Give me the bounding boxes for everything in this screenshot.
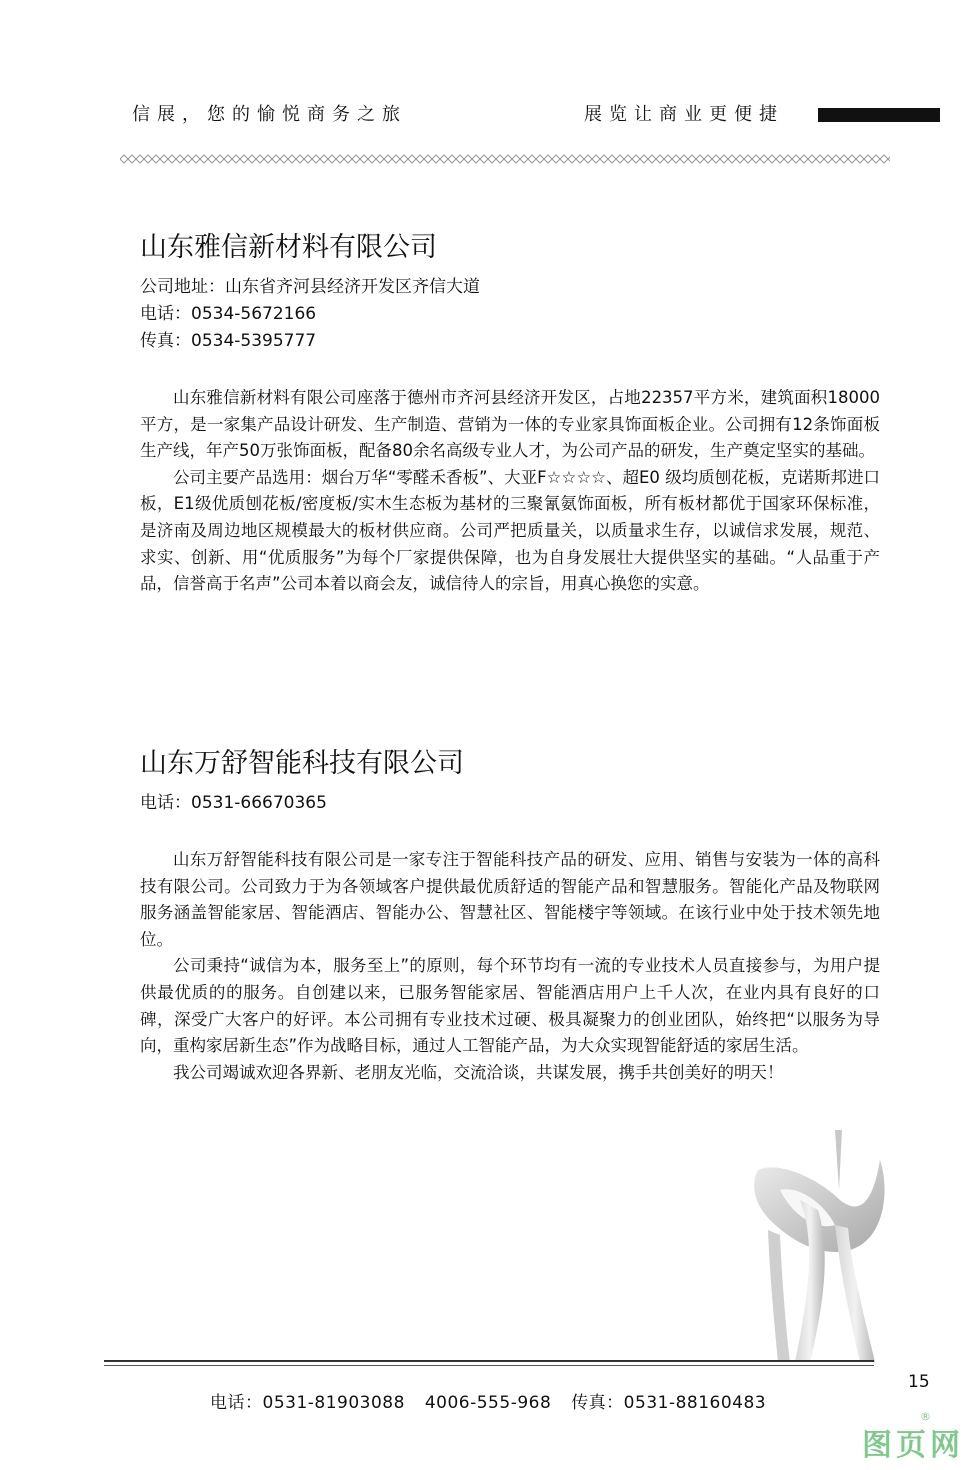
- company-title: 山东雅信新材料有限公司: [140, 232, 437, 263]
- header-left-slogan: 信展，您的愉悦商务之旅: [132, 104, 407, 125]
- footer-phone: 电话：0531-81903088: [210, 1393, 405, 1413]
- footer-fax: 传真：0531-88160483: [571, 1393, 767, 1413]
- description-paragraph: 公司主要产品选用：烟台万华“零醛禾香板”、大亚F☆☆☆☆、超E0 级均质刨花板，克诺斯邦进口板，E1级优质刨花板/密度板/实木生态板为基材的三聚氰氨饰面板，所有板材都优于国家环保标准，是济南及周边地区规模最大的板材供应商。公司严把质量关，以质量求生存，以诚信求发展，规范、求实、创新、用“优质服务”为每个厂家提供保障，也为自身发展壮大提供坚实的基础。“人品重于产品，信誉高于名声”公司本着以商会友，诚信待人的宗旨，用真心换您的实意。: [140, 467, 880, 594]
- footer-hotline: 4006-555-968: [424, 1393, 552, 1413]
- company-description: [140, 385, 880, 598]
- company-title: 山东万舒智能科技有限公司: [140, 748, 464, 779]
- description-paragraph: 我公司竭诚欢迎各界新、老朋友光临，交流洽谈，共谋发展，携手共创美好的明天！: [173, 1062, 784, 1082]
- description-paragraph: 山东雅信新材料有限公司座落于德州市齐河县经济开发区，占地22357平方米，建筑面积18000平方，是一家集产品设计研发、生产制造、营销为一体的专业家具饰面板企业。公司拥有12条饰面板生产线，年产50万张饰面板，配备80余名高级专业人才，为公司产品的研发，生产奠定坚实的基础。: [140, 388, 880, 461]
- description-paragraph: 山东万舒智能科技有限公司是一家专注于智能科技产品的研发、应用、销售与安装为一体的高科技有限公司。公司致力于为各领域客户提供最优质舒适的智能产品和智慧服务。智能化产品及物联网服务涵盖智能家居、智能酒店、智能办公、智慧社区、智能楼宇等领域。在该行业中处于技术领先地位。: [140, 850, 880, 949]
- decorative-wave-divider: [120, 153, 890, 165]
- sculpture-illustration-icon: [740, 1130, 900, 1362]
- company-section-wanshu: [140, 744, 880, 1086]
- watermark-registered-mark: ®: [920, 1410, 931, 1423]
- company-section-yaxin: [140, 228, 880, 598]
- footer-rule: [104, 1360, 874, 1362]
- header-black-bar: [818, 108, 940, 122]
- description-paragraph: 公司秉持“诚信为本，服务至上”的原则，每个环节均有一流的专业技术人员直接参与，为用户提供最优质的的服务。自创建以来，已服务智能家居、智能酒店用户上千人次，在业内具有良好的口碑，深受广大客户的好评。本公司拥有专业技术过硬、极具凝聚力的创业团队，始终把“以服务为导向，重构家居新生态”作为战略目标，通过人工智能产品，为大众实现智能舒适的家居生活。: [140, 956, 880, 1056]
- company-description: [140, 847, 880, 1086]
- company-address: 公司地址：山东省齐河县经济开发区齐信大道: [140, 277, 480, 297]
- page-number: 15: [908, 1372, 930, 1392]
- company-phone: 电话：0534-5672166: [140, 304, 317, 324]
- header-right-slogan: 展览让商业更便捷: [584, 104, 784, 125]
- footer-rule-thin: [104, 1365, 874, 1366]
- footer-contact: [210, 1388, 780, 1413]
- company-fax: 传真：0534-5395777: [140, 331, 317, 351]
- company-phone: 电话：0531-66670365: [140, 793, 327, 813]
- watermark-logo: 图页网: [862, 1428, 964, 1463]
